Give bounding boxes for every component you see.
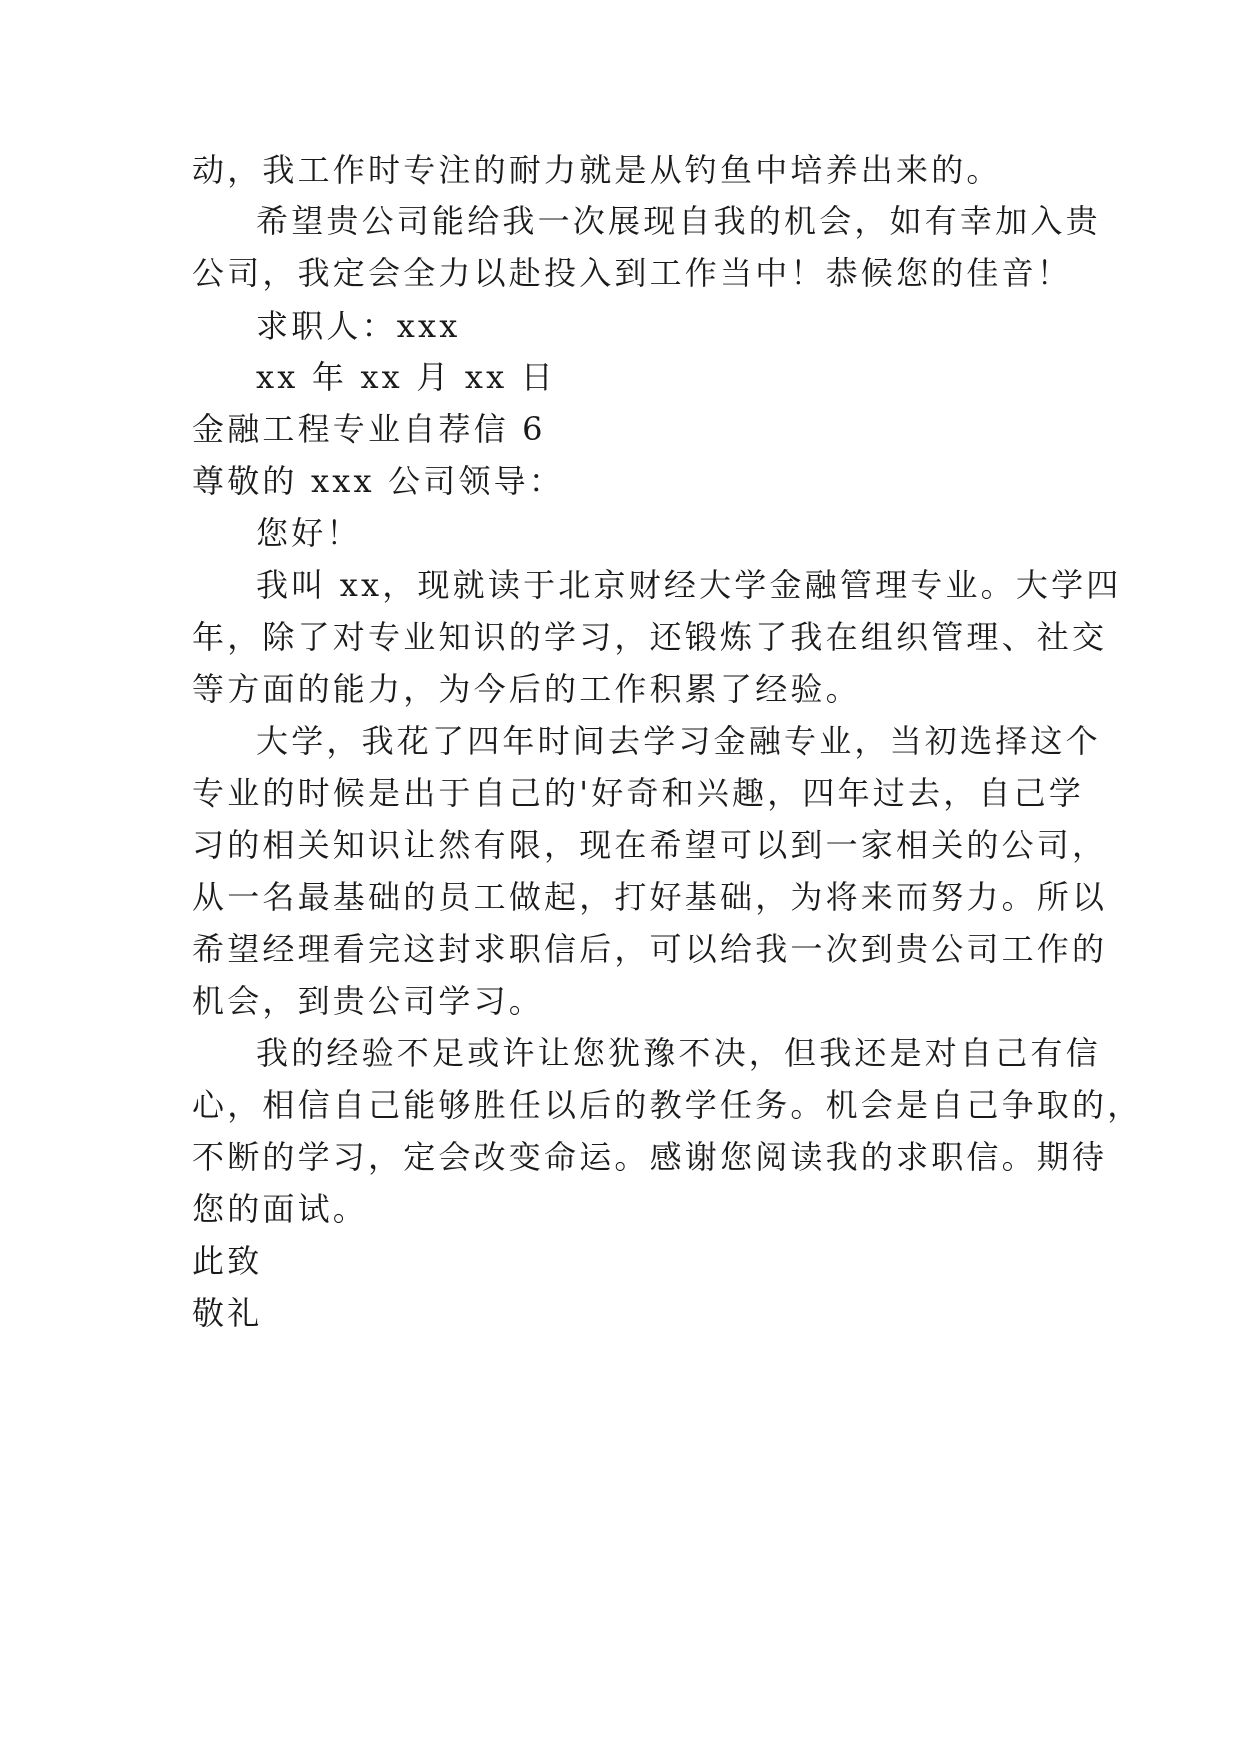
- text-line: 从一名最基础的员工做起，打好基础，为将来而努力。所以: [192, 878, 1108, 916]
- text-line: 年，除了对专业知识的学习，还锻炼了我在组织管理、社交: [192, 618, 1108, 656]
- closing-line: 敬礼: [192, 1294, 263, 1332]
- text-line: 希望经理看完这封求职信后，可以给我一次到贵公司工作的: [192, 930, 1108, 968]
- text-line: 不断的学习，定会改变命运。感谢您阅读我的求职信。期待: [192, 1138, 1108, 1176]
- text-line: 希望贵公司能给我一次展现自我的机会，如有幸加入贵: [256, 202, 1101, 240]
- salutation: 尊敬的 xxx 公司领导：: [192, 462, 565, 500]
- text-line: 我的经验不足或许让您犹豫不决，但我还是对自己有信: [256, 1034, 1101, 1072]
- text-line: 您的面试。: [192, 1190, 369, 1228]
- text-line: 动，我工作时专注的耐力就是从钓鱼中培养出来的。: [192, 151, 1002, 189]
- text-line: 等方面的能力，为今后的工作积累了经验。: [192, 670, 861, 708]
- section-title: 金融工程专业自荐信 6: [192, 410, 546, 448]
- text-line: 大学，我花了四年时间去学习金融专业，当初选择这个: [256, 722, 1101, 760]
- text-line: 心，相信自己能够胜任以后的教学任务。机会是自己争取的，: [192, 1086, 1143, 1124]
- greeting: 您好！: [256, 514, 362, 552]
- date-line: xx 年 xx 月 xx 日: [256, 358, 556, 396]
- text-line: 我叫 xx，现就读于北京财经大学金融管理专业。大学四: [256, 566, 1122, 604]
- text-line: 公司，我定会全力以赴投入到工作当中！恭候您的佳音！: [192, 254, 1073, 292]
- closing-line: 此致: [192, 1242, 263, 1280]
- text-line: 专业的时候是出于自己的'好奇和兴趣，四年过去，自己学: [192, 774, 1084, 812]
- signature-line: 求职人：xxx: [256, 307, 461, 345]
- text-line: 习的相关知识让然有限，现在希望可以到一家相关的公司，: [192, 826, 1108, 864]
- text-line: 机会，到贵公司学习。: [192, 982, 545, 1020]
